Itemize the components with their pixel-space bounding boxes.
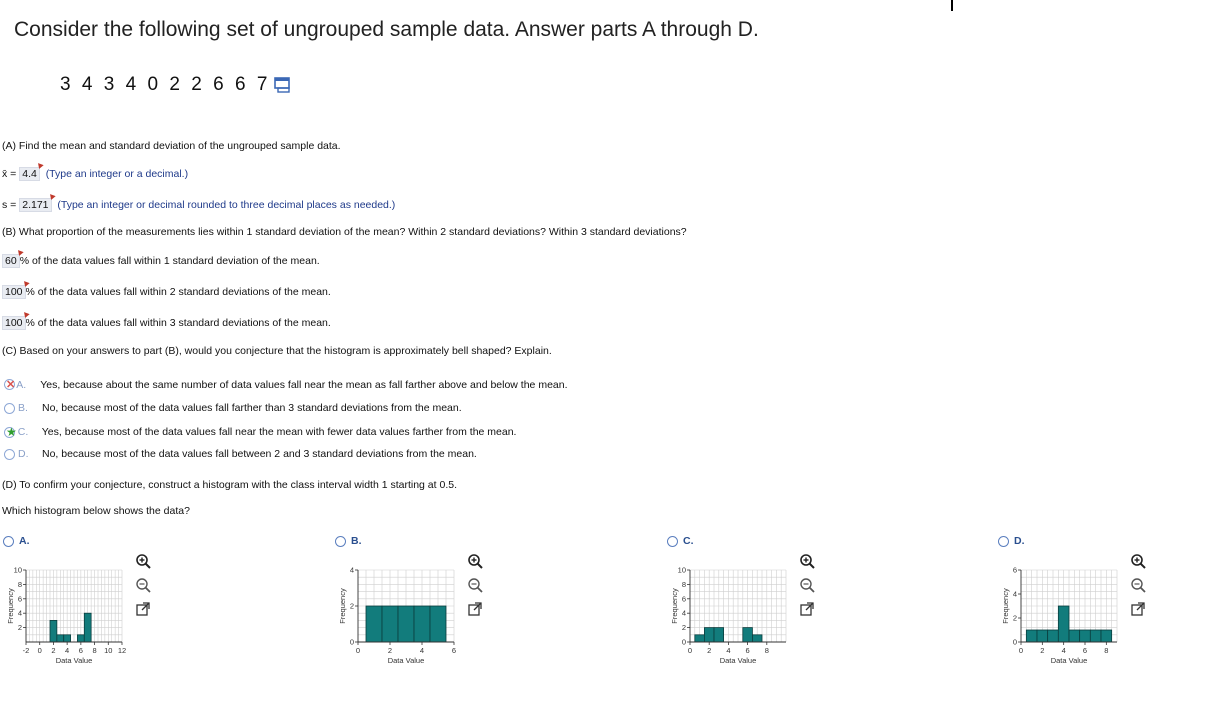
data-value: 6 [213,74,224,95]
part-d-question: (D) To confirm your conjecture, construct a histogram with the class interval width 1 starting at 0.5. [2,479,457,491]
zoom-out-icon[interactable] [1130,577,1146,593]
histogram-choice-b[interactable] [335,535,362,547]
copy-data-icon[interactable] [274,77,292,93]
histogram-choice-a[interactable] [3,535,30,547]
x-tick-label: 4 [65,646,70,655]
histogram-bar [382,606,398,642]
mean-answer-value: 4.4 [22,168,37,180]
x-axis-label: Data Value [1050,656,1088,665]
y-tick-label: 0 [349,637,354,647]
histogram-bar [1058,606,1069,642]
choice-letter: D. [1014,535,1025,547]
histogram-bar [64,635,71,642]
x-tick-label: 0 [1018,646,1024,655]
histogram-bar [398,606,414,642]
part-b-question: (B) What proportion of the measurements lies within 1 standard deviation of the mean? Within 2 standard deviations? Within 3 standard deviations? [2,226,687,238]
histogram-bar [1048,630,1059,642]
data-value: 6 [235,74,246,95]
mean-label: x̄ = [2,168,17,180]
x-tick-label: 6 [78,646,83,655]
zoom-controls-b [467,553,483,617]
popout-icon[interactable] [135,601,151,617]
y-tick-label: 4 [681,608,686,618]
histogram-bar [714,628,724,642]
x-axis-label: Data Value [719,656,757,665]
dataset-row [57,74,292,96]
within2-row [2,285,331,299]
x-tick-label: 2 [707,646,712,655]
part-d-subquestion: Which histogram below shows the data? [2,505,190,517]
histogram-b [336,560,460,670]
y-axis-label: Frequency [6,588,15,624]
x-axis-label: Data Value [387,656,425,665]
within1-row [2,254,320,268]
within2-text: % of the data values fall within 2 standard deviations of the mean. [25,286,331,298]
radio-button[interactable] [335,536,346,547]
data-value: 7 [256,74,268,95]
histogram-bar [414,606,430,642]
choice-letter: A. [19,535,30,547]
zoom-controls-c [799,553,815,617]
option-text: No, because most of the data values fall between 2 and 3 standard deviations from the mean. [42,448,477,460]
feedback-mark [16,250,23,257]
histogram-bar [743,628,753,642]
x-tick-label: -2 [22,646,30,655]
within1-answer-value: 60 [5,255,17,267]
option-b[interactable] [4,402,462,414]
popout-icon[interactable] [467,601,483,617]
radio-button[interactable] [4,449,15,460]
zoom-controls-d [1130,553,1146,617]
zoom-in-icon[interactable] [1130,553,1146,569]
y-tick-label: 10 [677,565,686,575]
histogram-bar [430,606,446,642]
histogram-bar [50,620,57,642]
option-text: No, because most of the data values fall farther than 3 standard deviations from the mean. [42,402,462,414]
x-tick-label: 12 [117,646,127,655]
data-value: 2 [191,74,202,95]
zoom-out-icon[interactable] [799,577,815,593]
histogram-bar [1037,630,1048,642]
x-tick-label: 0 [355,646,361,655]
option-text: Yes, because about the same number of data values fall near the mean as fall farther above and below the mean. [40,378,568,391]
zoom-out-icon[interactable] [135,577,151,593]
x-axis-label: Data Value [55,656,93,665]
popout-icon[interactable] [1130,601,1146,617]
feedback-mark [36,163,43,170]
y-axis-label: Frequency [1001,588,1010,624]
dataset-values [57,74,270,96]
text-cursor [951,0,953,11]
mean-hint: (Type an integer or a decimal.) [45,168,189,180]
y-axis-label: Frequency [670,588,679,624]
option-a[interactable] [4,378,568,391]
y-tick-label: 6 [681,594,686,604]
data-value: 3 [103,74,115,95]
y-tick-label: 8 [17,579,22,589]
zoom-in-icon[interactable] [135,553,151,569]
page-title: Consider the following set of ungrouped sample data. Answer parts A through D. [14,18,759,41]
y-tick-label: 0 [1012,637,1017,647]
y-tick-label: 2 [681,623,686,633]
x-tick-label: 8 [764,646,769,655]
y-tick-label: 8 [681,579,686,589]
x-tick-label: 8 [92,646,97,655]
histogram-choice-c[interactable] [667,535,694,547]
histogram-c [668,560,792,670]
x-tick-label: 0 [37,646,42,655]
mean-answer-box[interactable] [19,167,40,181]
histogram-bar [695,635,705,642]
histogram-bar [1090,630,1101,642]
option-letter: D. [18,448,29,460]
x-tick-label: 4 [1061,646,1066,655]
zoom-in-icon[interactable] [799,553,815,569]
y-tick-label: 2 [1012,613,1017,623]
y-tick-label: 2 [17,623,22,633]
part-c-question: (C) Based on your answers to part (B), would you conjecture that the histogram is approximately bell shaped? Explain. [2,345,552,357]
radio-button[interactable] [667,536,678,547]
correct-star-icon: ★ [6,425,17,439]
option-d[interactable] [4,448,477,460]
option-letter: C. [17,426,29,438]
x-tick-label: 8 [1104,646,1109,655]
histogram-bar [1026,630,1037,642]
histogram-d [999,560,1123,670]
x-tick-label: 2 [1040,646,1045,655]
histogram-bar [1069,630,1080,642]
part-a-question: (A) Find the mean and standard deviation of the ungrouped sample data. [2,140,341,152]
option-letter: A. [16,378,27,391]
radio-button[interactable] [998,536,1009,547]
within3-answer-box[interactable] [2,316,26,330]
data-value: 4 [125,74,137,95]
option-c[interactable] [4,425,516,439]
histogram-bar [1101,630,1112,642]
radio-button[interactable] [3,536,14,547]
zoom-in-icon[interactable] [467,553,483,569]
choice-letter: C. [683,535,694,547]
y-tick-label: 4 [349,565,354,575]
x-tick-label: 2 [51,646,56,655]
within2-answer-value: 100 [5,286,23,298]
y-axis-label: Frequency [338,588,347,624]
option-text: Yes, because most of the data values fall near the mean with fewer data values farther from the mean. [41,426,517,438]
histogram-bar [366,606,382,642]
sd-row [2,198,395,212]
zoom-controls-a [135,553,151,617]
popout-icon[interactable] [799,601,815,617]
x-tick-label: 0 [687,646,693,655]
y-tick-label: 6 [1012,565,1017,575]
sd-hint: (Type an integer or decimal rounded to three decimal places as needed.) [57,199,396,211]
x-tick-label: 4 [419,646,425,655]
y-tick-label: 2 [349,601,354,611]
y-tick-label: 0 [681,637,686,647]
x-tick-label: 6 [451,646,457,655]
data-value: 3 [60,74,71,95]
histogram-bar [1080,630,1091,642]
incorrect-x-icon: ✕ [6,379,16,391]
y-tick-label: 4 [1012,589,1017,599]
histogram-bar [84,613,91,642]
within3-answer-value: 100 [5,317,23,329]
sd-answer-value: 2.171 [22,199,49,211]
mean-row [2,167,188,181]
y-tick-label: 10 [13,565,22,575]
data-value: 2 [169,74,180,95]
data-value: 0 [147,74,159,95]
histogram-bar [752,635,762,642]
histogram-bar [57,635,64,642]
histogram-choice-d[interactable] [998,535,1025,547]
within2-answer-box[interactable] [2,285,26,299]
sd-label: s = [2,199,17,211]
histogram-a [4,560,128,670]
y-tick-label: 4 [17,608,22,618]
data-value: 4 [81,74,93,95]
x-tick-label: 10 [104,646,113,655]
option-letter: B. [18,402,28,414]
within3-row [2,316,331,330]
histogram-bar [77,635,84,642]
x-tick-label: 4 [726,646,731,655]
histogram-bar [704,628,714,642]
choice-letter: B. [351,535,362,547]
x-tick-label: 2 [387,646,393,655]
sd-answer-box[interactable] [19,198,51,212]
x-tick-label: 6 [1082,646,1088,655]
radio-button[interactable] [4,403,15,414]
y-tick-label: 6 [17,594,22,604]
zoom-out-icon[interactable] [467,577,483,593]
within1-answer-box[interactable] [2,254,20,268]
x-tick-label: 6 [745,646,750,655]
within1-text: % of the data values fall within 1 standard deviation of the mean. [19,255,320,267]
within3-text: % of the data values fall within 3 standard deviations of the mean. [25,317,331,329]
